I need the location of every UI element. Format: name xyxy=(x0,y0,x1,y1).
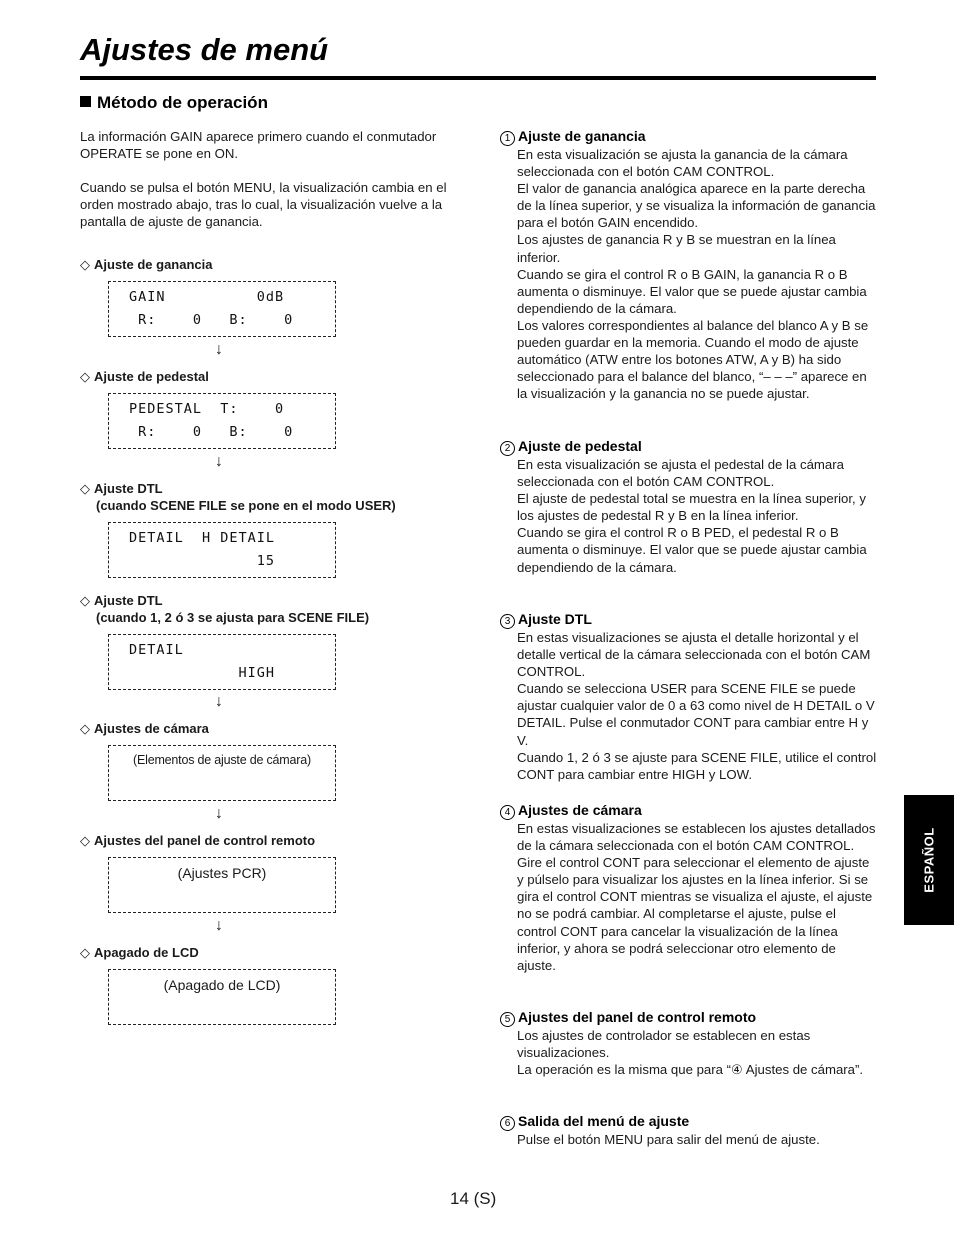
item-body: En estas visualizaciones se ajusta el detalle horizontal y el detalle vertical de la cámara seleccionada con el botón CAM CONTROL. Cuando se selecciona USER para SCENE FILE se puede ajustar cualquier valor de 0 a 63 como nivel de H DETAIL o V DETAIL. Pulse el conmutador CONT para cambiar entre H y V. Cuando 1, 2 ó 3 se ajuste para SCENE FILE, utilice el control CONT para cambiar entre HIGH y LOW. xyxy=(517,630,877,782)
down-arrow-icon: ↓ xyxy=(215,341,223,358)
square-bullet-icon xyxy=(80,96,91,107)
down-arrow-icon: ↓ xyxy=(215,917,223,934)
screen-label-text: Ajuste de pedestal xyxy=(94,369,209,384)
screen-label-pedestal xyxy=(80,368,209,385)
lcd-screen-pcr xyxy=(108,857,336,913)
language-tab-label: ESPAÑOL xyxy=(921,827,937,893)
diamond-icon: ◇ xyxy=(80,721,90,736)
lcd-screen-dtl-scene xyxy=(108,634,336,690)
item-heading-text: Ajuste de ganancia xyxy=(518,128,646,144)
item-body: Los ajustes de controlador se establecen en estas visualizaciones. La operación es la misma que para “④ Ajustes de cámara”. xyxy=(517,1028,864,1078)
lcd-screen-pedestal xyxy=(108,393,336,449)
screen-sublabel: (cuando 1, 2 ó 3 se ajusta para SCENE FILE) xyxy=(96,610,370,625)
item-dtl xyxy=(500,611,878,783)
item-heading-text: Ajustes de cámara xyxy=(518,802,642,818)
circled-number-3: 3 xyxy=(500,614,515,629)
circled-number-1: 1 xyxy=(500,131,515,146)
item-heading xyxy=(500,1009,878,1027)
section-heading xyxy=(80,93,268,113)
diamond-icon: ◇ xyxy=(80,481,90,496)
lcd-screen-dtl-user xyxy=(108,522,336,578)
screen-label-text: Ajustes de cámara xyxy=(94,721,209,736)
lcd-line-2: HIGH xyxy=(129,665,276,681)
lcd-line-2: R: 0 B: 0 xyxy=(129,424,294,440)
page-title: Ajustes de menú xyxy=(80,32,329,67)
item-heading-text: Ajuste de pedestal xyxy=(518,438,642,454)
page-number: 14 (S) xyxy=(450,1189,497,1208)
title-rule xyxy=(80,76,876,80)
lcd-line-1: GAIN 0dB xyxy=(129,289,285,305)
screen-label-text: Ajuste DTL xyxy=(94,481,163,496)
item-body: Pulse el botón MENU para salir del menú de ajuste. xyxy=(517,1132,820,1147)
lcd-screen-lcd-off xyxy=(108,969,336,1025)
screen-label-gain xyxy=(80,256,212,273)
lcd-placeholder-text: (Apagado de LCD) xyxy=(163,977,281,993)
screen-label-text: Ajuste de ganancia xyxy=(94,257,213,272)
item-heading xyxy=(500,611,878,629)
item-heading xyxy=(500,802,878,820)
section-heading-text: Método de operación xyxy=(97,93,268,112)
lcd-line-1: DETAIL xyxy=(129,642,184,658)
lcd-line-1: PEDESTAL T: 0 xyxy=(129,401,285,417)
item-pedestal xyxy=(500,438,878,576)
screen-label-text: Apagado de LCD xyxy=(94,945,199,960)
screen-label-text: Ajustes del panel de control remoto xyxy=(94,833,316,848)
intro-paragraph-1: La información GAIN aparece primero cuando el conmutador OPERATE se pone en ON. xyxy=(80,129,437,161)
intro-paragraph-2: Cuando se pulsa el botón MENU, la visualización cambia en el orden mostrado abajo, tras lo cual, la visualización vuelve a la pantalla de ajuste de ganancia. xyxy=(80,180,447,229)
item-body: En esta visualización se ajusta la ganancia de la cámara seleccionada con el botón CAM CONTROL. El valor de ganancia analógica aparece en la parte derecha de la línea superior, y se visualiza la información de ganancia para el botón GAIN encendido. Los ajustes de ganancia R y B se muestran en la línea inferior. Cuando se gira el control R o B GAIN, la ganancia R o B aumenta o disminuye. El valor que se puede ajustar cambia dependiendo de la cámara. Los valores correspondientes al balance del blanco A y B se pueden guardar en la memoria. Cuando el modo de ajuste automático (ATW entre los botones ATW, A y B) ha sido seleccionado para el balance del blanco, “– – –” aparece en la visualización y la ganancia no se puede ajustar. xyxy=(517,147,876,402)
item-heading-text: Salida del menú de ajuste xyxy=(518,1113,690,1129)
diamond-icon: ◇ xyxy=(80,369,90,384)
screen-label-dtl-scene xyxy=(80,592,369,626)
lcd-line-2: R: 0 B: 0 xyxy=(129,312,294,328)
circled-number-2: 2 xyxy=(500,441,515,456)
item-heading-text: Ajustes del panel de control remoto xyxy=(518,1009,757,1025)
language-tab xyxy=(904,795,954,925)
item-heading xyxy=(500,1113,878,1131)
screen-sublabel: (cuando SCENE FILE se pone en el modo USER) xyxy=(96,498,396,513)
lcd-placeholder-text: (Ajustes PCR) xyxy=(177,865,267,881)
circled-number-6: 6 xyxy=(500,1116,515,1131)
lcd-screen-camera xyxy=(108,745,336,801)
item-heading xyxy=(500,438,878,456)
item-body: En esta visualización se ajusta el pedestal de la cámara seleccionada con el botón CAM CONTROL. El ajuste de pedestal total se muestra en la línea superior, y los ajustes de pedestal R y B en la línea inferior. Cuando se gira el control R o B PED, el pedestal R o B aumenta o disminuye. El valor que se puede ajustar cambia dependiendo de la cámara. xyxy=(517,457,867,575)
item-heading xyxy=(500,128,878,146)
diamond-icon: ◇ xyxy=(80,257,90,272)
down-arrow-icon: ↓ xyxy=(215,693,223,710)
screen-label-dtl-user xyxy=(80,480,396,514)
item-camera xyxy=(500,802,878,974)
screen-label-lcd-off xyxy=(80,944,199,961)
screen-label-pcr xyxy=(80,832,315,849)
lcd-placeholder-text: (Elementos de ajuste de cámara) xyxy=(133,753,311,767)
item-gain xyxy=(500,128,878,402)
diamond-icon: ◇ xyxy=(80,945,90,960)
item-body: En estas visualizaciones se establecen los ajustes detallados de la cámara seleccionada con el botón CAM CONTROL. Gire el control CONT para seleccionar el elemento de ajuste y púlselo para visualizar los ajustes en la línea inferior. Si se gira el control CONT mientras se visualiza el ajuste, el ajuste no se podrá cambiar. Al completarse el ajuste, pulse el control CONT para cancelar la visualización de la línea inferior, y ahora se podrá seleccionar otro elemento de ajuste. xyxy=(517,821,876,973)
item-heading-text: Ajuste DTL xyxy=(518,611,592,627)
lcd-screen-gain xyxy=(108,281,336,337)
circled-number-5: 5 xyxy=(500,1012,515,1027)
item-pcr xyxy=(500,1009,878,1078)
item-exit xyxy=(500,1113,878,1148)
diamond-icon: ◇ xyxy=(80,593,90,608)
circled-number-4: 4 xyxy=(500,805,515,820)
lcd-line-1: DETAIL H DETAIL xyxy=(129,530,276,546)
screen-label-camera xyxy=(80,720,209,737)
screen-label-text: Ajuste DTL xyxy=(94,593,163,608)
diamond-icon: ◇ xyxy=(80,833,90,848)
down-arrow-icon: ↓ xyxy=(215,453,223,470)
lcd-line-2: 15 xyxy=(129,553,276,569)
down-arrow-icon: ↓ xyxy=(215,805,223,822)
